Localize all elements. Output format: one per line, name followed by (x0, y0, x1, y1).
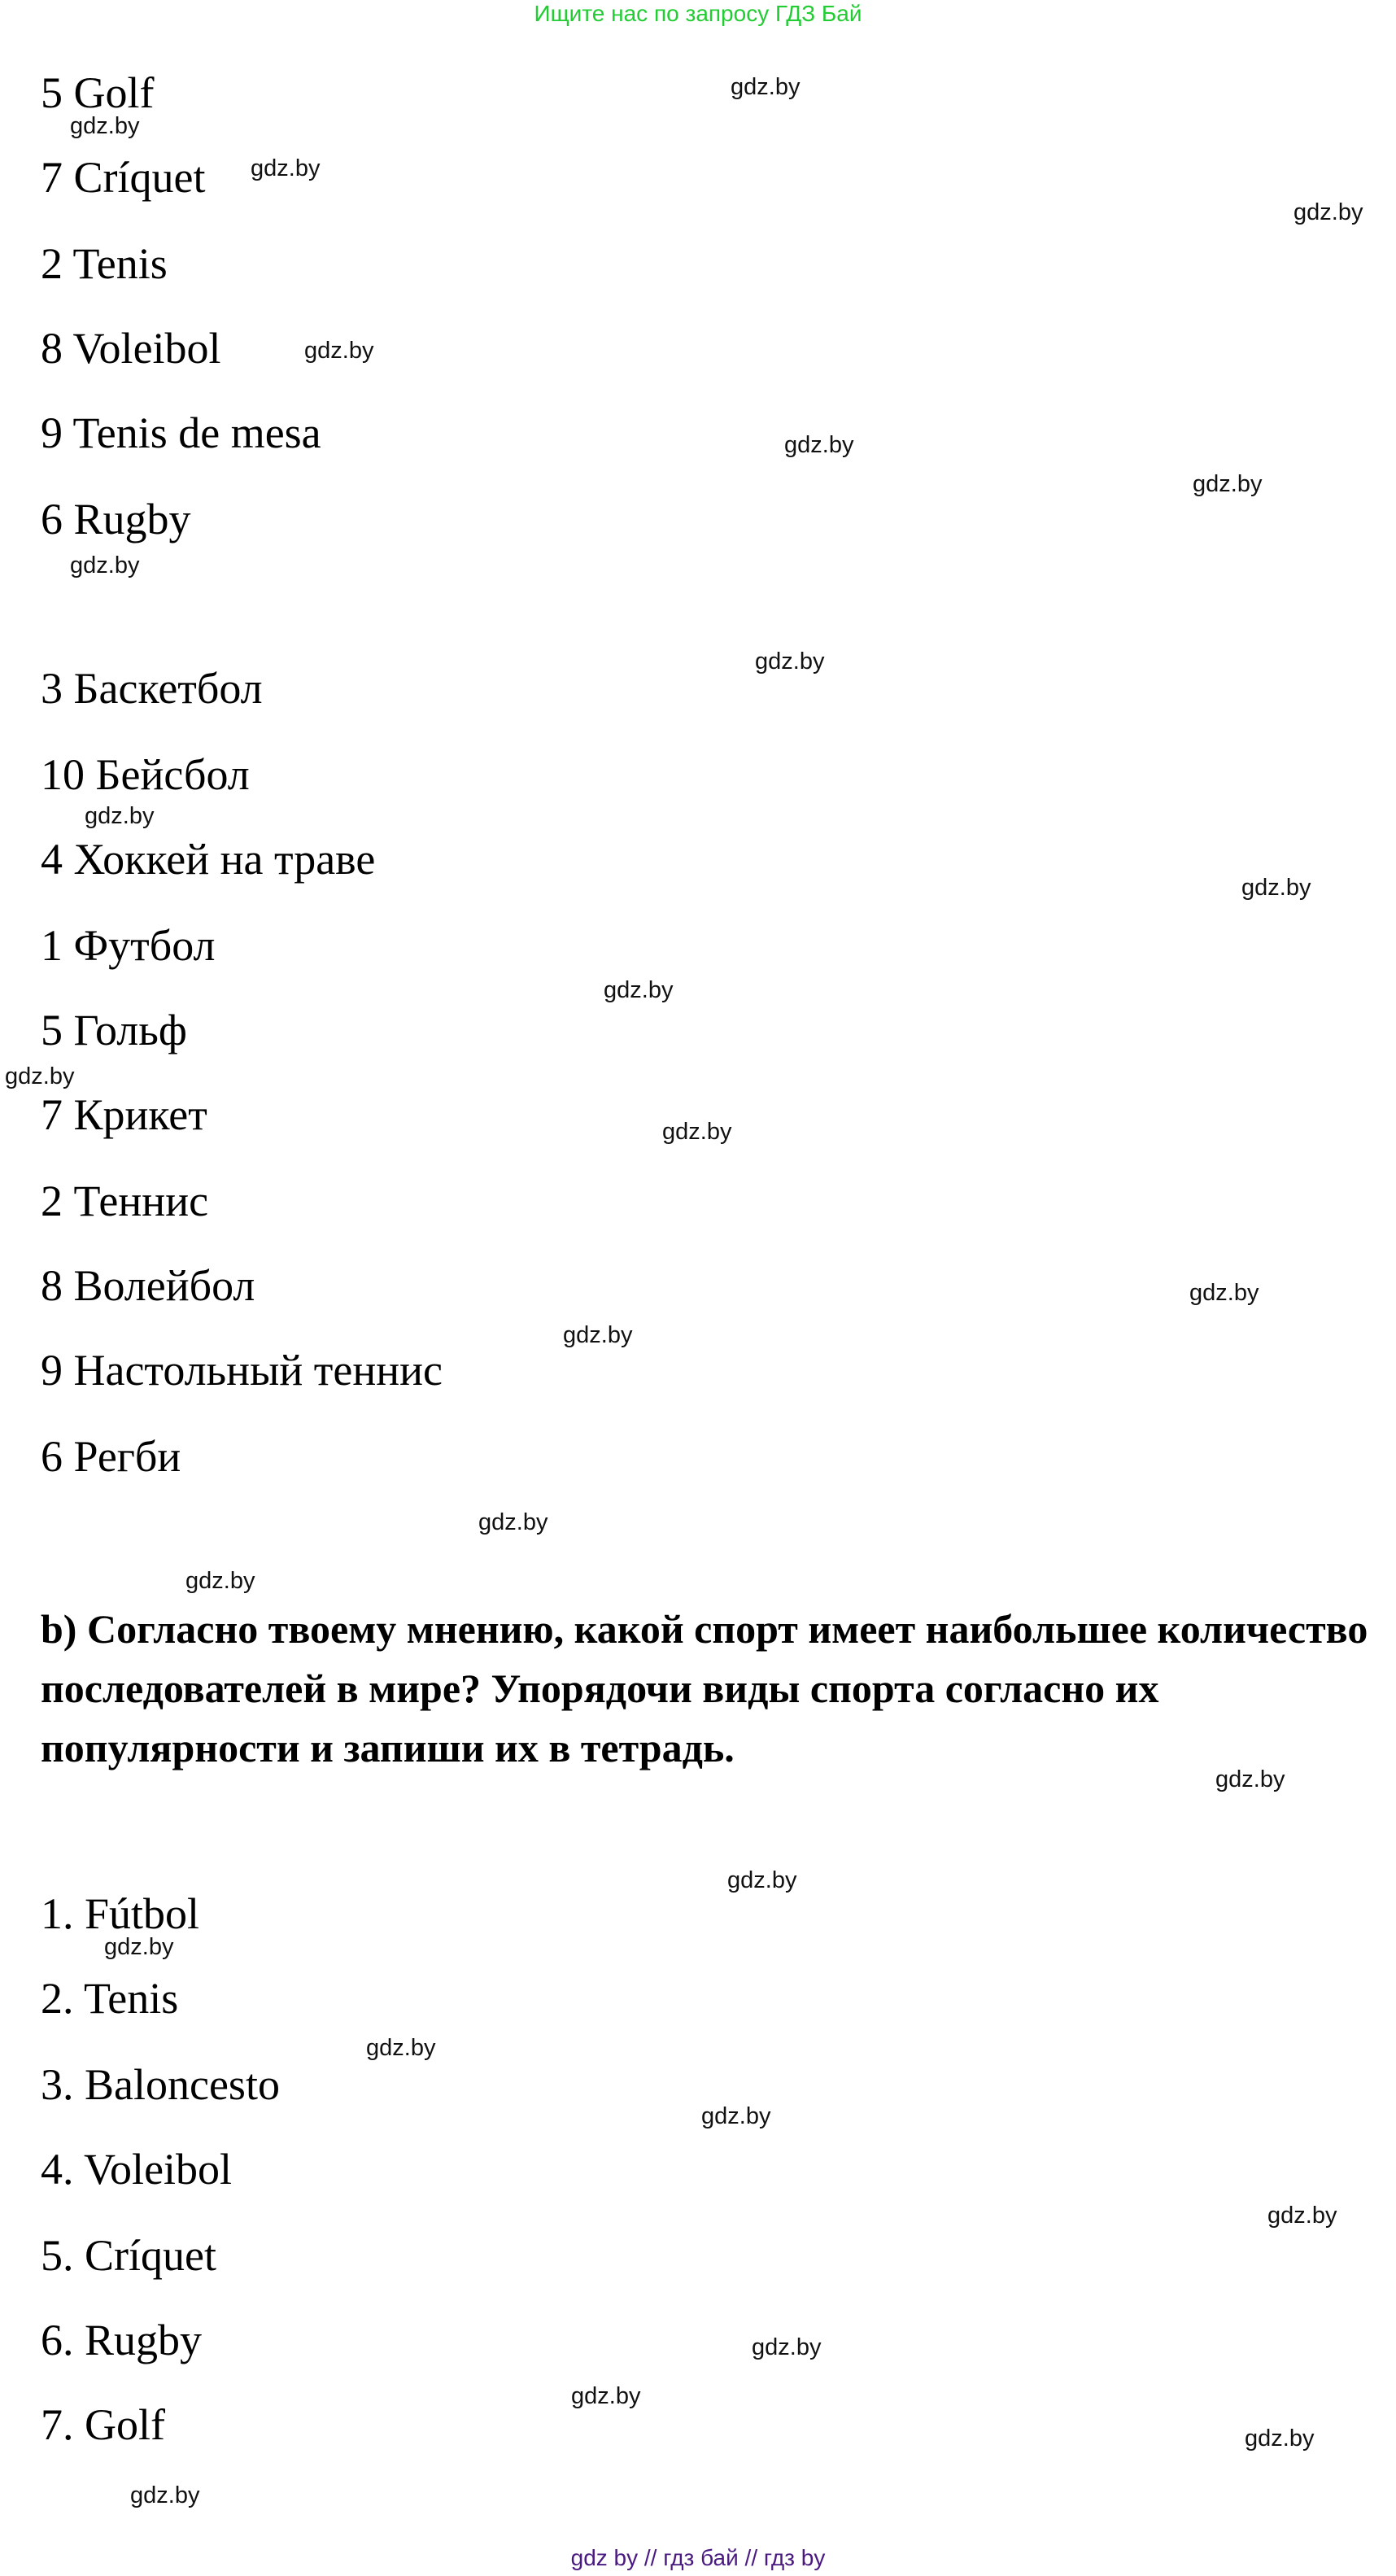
watermark: gdz.by (1293, 199, 1363, 225)
watermark: gdz.by (727, 1867, 797, 1893)
watermark: gdz.by (366, 2035, 436, 2061)
list-item: 4. Voleibol (41, 2145, 233, 2194)
list-item: 6 Rugby (41, 495, 191, 544)
list-item: 8 Voleibol (41, 324, 221, 373)
list-item: 4 Хоккей на траве (41, 835, 376, 884)
list-item: 9 Настольный теннис (41, 1346, 443, 1395)
watermark: gdz.by (104, 1934, 174, 1960)
watermark: gdz.by (70, 113, 140, 139)
list-item: 2 Tenis (41, 239, 168, 288)
list-item: 1 Футбол (41, 921, 216, 970)
watermark: gdz.by (563, 1322, 633, 1348)
list-item: 3 Баскетбол (41, 664, 263, 713)
list-item: 6. Rugby (41, 2316, 203, 2364)
list-item: 2 Теннис (41, 1177, 209, 1225)
watermark: gdz.by (304, 338, 374, 364)
watermark: gdz.by (604, 977, 674, 1003)
list-item: 3. Baloncesto (41, 2060, 280, 2109)
list-item: 5 Golf (41, 68, 155, 117)
watermark: gdz.by (731, 74, 801, 100)
watermark: gdz.by (185, 1568, 255, 1594)
watermark: gdz.by (70, 552, 140, 579)
watermark: gdz.by (1245, 2425, 1315, 2452)
watermark: gdz.by (784, 432, 854, 458)
watermark: gdz.by (478, 1509, 548, 1535)
watermark: gdz.by (1189, 1280, 1259, 1306)
list-item: 2. Tenis (41, 1974, 179, 2023)
watermark: gdz.by (130, 2482, 200, 2508)
list-item: 7 Крикет (41, 1090, 207, 1139)
watermark: gdz.by (755, 648, 825, 675)
watermark: gdz.by (1267, 2203, 1337, 2229)
watermark: gdz.by (1215, 1766, 1285, 1792)
list-item: 5. Críquet (41, 2231, 216, 2280)
list-item: 7 Críquet (41, 153, 206, 202)
site-banner: Ищите нас по запросу ГДЗ Бай (534, 1, 862, 26)
watermark: gdz.by (251, 155, 321, 181)
list-item: 1. Fútbol (41, 1889, 200, 1938)
watermark: gdz.by (1241, 875, 1311, 901)
list-item: 7. Golf (41, 2400, 165, 2449)
watermark: gdz.by (571, 2383, 641, 2409)
list-item: 5 Гольф (41, 1006, 187, 1054)
watermark: gdz.by (5, 1063, 75, 1089)
list-item: 8 Волейбол (41, 1261, 255, 1310)
footer-links[interactable]: gdz by // гдз бай // гдз by (570, 2545, 826, 2570)
watermark: gdz.by (752, 2334, 822, 2360)
question-b: b) Согласно твоему мнению, какой спорт имеет наибольшее количество последователей в мире? Упорядочи виды спорта согласно их популярности и запиши их в тетрадь. (41, 1606, 1368, 1770)
list-item: 6 Регби (41, 1432, 181, 1481)
list-item: 9 Tenis de mesa (41, 408, 321, 457)
watermark: gdz.by (1193, 471, 1263, 497)
list-item: 10 Бейсбол (41, 750, 250, 799)
watermark: gdz.by (701, 2103, 771, 2129)
watermark: gdz.by (662, 1119, 732, 1145)
watermark: gdz.by (85, 803, 155, 829)
